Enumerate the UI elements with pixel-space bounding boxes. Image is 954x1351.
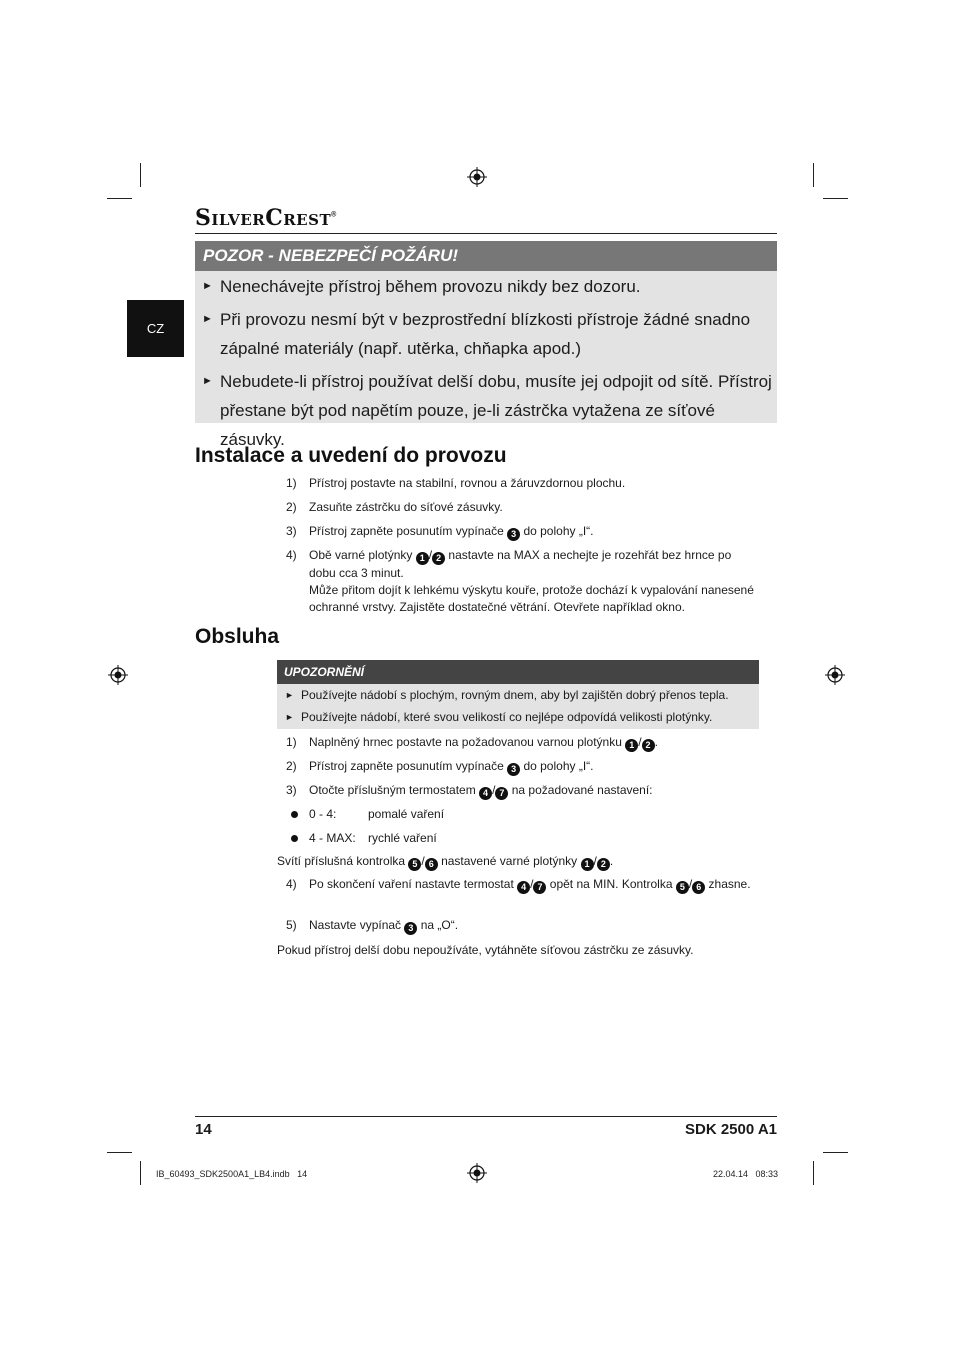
paragraph-text-part: nastavené varné plotýnky xyxy=(437,854,581,868)
page-number: 14 xyxy=(195,1121,212,1138)
bullet-dot-icon xyxy=(291,811,298,818)
step-number: 4) xyxy=(286,548,297,562)
step-text xyxy=(286,758,756,776)
step-text-part: Nastavte vypínač xyxy=(309,918,405,932)
step-text-part: Přístroj zapněte posunutím vypínače xyxy=(309,759,508,773)
triangle-bullet-icon: ► xyxy=(285,712,294,722)
language-tab xyxy=(127,300,184,357)
triangle-bullet-icon: ► xyxy=(202,280,213,292)
step-text-part: do polohy „I“. xyxy=(520,759,594,773)
note-item xyxy=(285,687,755,704)
step-text-part: / xyxy=(492,783,496,797)
registration-mark-icon xyxy=(467,167,487,187)
install-step xyxy=(286,523,756,541)
warning-item-text: Nenechávejte přístroj během provozu nikdy bez dozoru. xyxy=(220,277,641,296)
warning-item xyxy=(202,305,772,363)
bullet-dot-icon xyxy=(291,835,298,842)
step-number: 1) xyxy=(286,735,297,749)
step-text-part: zhasne. xyxy=(705,877,751,891)
step-number: 1) xyxy=(286,476,297,490)
crop-mark xyxy=(107,198,132,199)
registered-mark: ® xyxy=(331,211,337,219)
part-number-badge: 1 xyxy=(625,739,638,752)
crop-mark xyxy=(823,198,848,199)
paragraph-text-part: / xyxy=(593,854,597,868)
brand-logo-text: SilverCrest xyxy=(195,205,332,231)
crop-mark xyxy=(813,1161,814,1185)
warning-item xyxy=(202,272,772,301)
part-number-badge: 4 xyxy=(479,787,492,800)
triangle-bullet-icon: ► xyxy=(285,690,294,700)
operation-step xyxy=(286,734,756,752)
setting-range: 0 - 4: xyxy=(309,807,337,821)
install-step xyxy=(286,475,756,492)
part-number-badge: 3 xyxy=(507,528,520,541)
note-title: UPOZORNĚNÍ xyxy=(284,665,365,679)
step-number: 5) xyxy=(286,918,297,932)
step-number: 4) xyxy=(286,877,297,891)
step-text-part: Obě varné plotýnky xyxy=(309,548,416,562)
part-number-badge: 2 xyxy=(432,552,445,565)
part-number-badge: 5 xyxy=(408,858,421,871)
step-text-part: nastavte na MAX a nechejte je rozehřát bez hrnce po dobu cca 3 minut. xyxy=(309,548,732,580)
step-text xyxy=(286,917,756,935)
part-number-badge: 3 xyxy=(404,922,417,935)
crop-mark xyxy=(823,1152,848,1153)
step-text xyxy=(286,782,756,800)
fire-warning-title: POZOR - NEBEZPEČÍ POŽÁRU! xyxy=(203,246,459,265)
step-text xyxy=(286,547,756,616)
closing-paragraph: Pokud přístroj delší dobu nepoužíváte, vytáhněte síťovou zástrčku ze zásuvky. xyxy=(277,943,694,957)
registration-mark-icon xyxy=(108,665,128,685)
part-number-badge: 2 xyxy=(597,858,610,871)
step-text-part: / xyxy=(428,548,433,562)
step-text xyxy=(286,876,756,894)
step-text-part: Naplněný hrnec postavte na požadovanou varnou plotýnku xyxy=(309,735,626,749)
step-text-part: na požadované nastavení: xyxy=(508,783,653,797)
step-text-part: / xyxy=(530,877,534,891)
note-item-text: Používejte nádobí s plochým, rovným dnem, aby byl zajištěn dobrý přenos tepla. xyxy=(301,688,729,702)
part-number-badge: 6 xyxy=(692,881,705,894)
step-text-part: Přístroj zapněte posunutím vypínače xyxy=(309,524,508,538)
step-number: 3) xyxy=(286,783,297,797)
crop-mark xyxy=(140,163,141,187)
print-slug-datetime: 22.04.14 08:33 xyxy=(712,1169,778,1179)
step-note: Může přitom dojít k lehkému výskytu kouře, protože dochází k vypalování nanesené ochranné vrstvy. Zajistěte dostatečné větrání. Otevřete například okno. xyxy=(309,583,754,614)
crop-mark xyxy=(107,1152,132,1153)
print-slug-file: IB_60493_SDK2500A1_LB4.indb 14 xyxy=(156,1169,308,1179)
step-number: 2) xyxy=(286,500,297,514)
step-text xyxy=(286,734,756,752)
registration-mark-icon xyxy=(825,665,845,685)
step-text: Přístroj postavte na stabilní, rovnou a žáruvzdornou plochu. xyxy=(309,476,626,490)
crop-mark xyxy=(813,163,814,187)
note-item xyxy=(285,709,755,726)
footer-rule xyxy=(195,1116,777,1117)
triangle-bullet-icon: ► xyxy=(202,375,213,387)
note-header xyxy=(277,660,759,684)
part-number-badge: 2 xyxy=(642,739,655,752)
header-rule xyxy=(195,233,777,234)
part-number-badge: 1 xyxy=(581,858,594,871)
step-number: 3) xyxy=(286,524,297,538)
paragraph-text-part: . xyxy=(609,854,614,868)
step-text-part: / xyxy=(688,877,693,891)
step-text-part: . xyxy=(654,735,658,749)
setting-range: 4 - MAX: xyxy=(309,831,356,845)
section-title-installation: Instalace a uvedení do provozu xyxy=(195,444,507,467)
paragraph-text-part: Svítí příslušná kontrolka xyxy=(277,854,409,868)
model-name: SDK 2500 A1 xyxy=(685,1121,777,1138)
brand-logo xyxy=(195,205,337,231)
part-number-badge: 6 xyxy=(425,858,438,871)
indicator-paragraph xyxy=(277,853,757,871)
note-item-text: Používejte nádobí, které svou velikostí co nejlépe odpovídá velikosti plotýnky. xyxy=(301,710,713,724)
operation-step xyxy=(286,758,756,776)
part-number-badge: 4 xyxy=(517,881,530,894)
step-number: 2) xyxy=(286,759,297,773)
setting-description: pomalé vaření xyxy=(368,807,445,821)
warning-item-text: Nebudete-li přístroj používat delší dobu, musíte jej odpojit od sítě. Přístroj přestane být pod napětím pouze, je-li zástrčka vytažena ze síťové zásuvky. xyxy=(220,372,772,449)
language-tab-label: CZ xyxy=(146,321,165,336)
step-text-part: na „O“. xyxy=(417,918,459,932)
step-text xyxy=(286,523,756,541)
section-title-operation: Obsluha xyxy=(195,625,280,648)
step-text-part: Po skončení vaření nastavte termostat xyxy=(309,877,518,891)
part-number-badge: 7 xyxy=(533,881,546,894)
step-text-part: Otočte příslušným termostatem xyxy=(309,783,480,797)
part-number-badge: 3 xyxy=(507,763,520,776)
install-step xyxy=(286,499,756,516)
step-text-part: opět na MIN. Kontrolka xyxy=(546,877,676,891)
step-text: Zasuňte zástrčku do síťové zásuvky. xyxy=(309,500,503,514)
operation-step xyxy=(286,917,756,935)
paragraph-text-part: / xyxy=(421,854,425,868)
warning-item xyxy=(202,367,772,454)
part-number-badge: 5 xyxy=(676,881,689,894)
triangle-bullet-icon: ► xyxy=(202,313,213,325)
operation-step xyxy=(286,782,756,800)
setting-description: rychlé vaření xyxy=(368,831,437,845)
install-step xyxy=(286,547,756,616)
part-number-badge: 1 xyxy=(416,552,429,565)
fire-warning-header xyxy=(195,241,777,271)
step-text-part: do polohy „I“. xyxy=(520,524,594,538)
part-number-badge: 7 xyxy=(495,787,508,800)
crop-mark xyxy=(140,1161,141,1185)
warning-item-text: Při provozu nesmí být v bezprostřední blízkosti přístroje žádné snadno zápalné materiály (např. utěrka, chňapka apod.) xyxy=(220,310,751,358)
step-text-part: / xyxy=(638,735,642,749)
registration-mark-icon xyxy=(467,1163,487,1183)
operation-step xyxy=(286,876,756,894)
